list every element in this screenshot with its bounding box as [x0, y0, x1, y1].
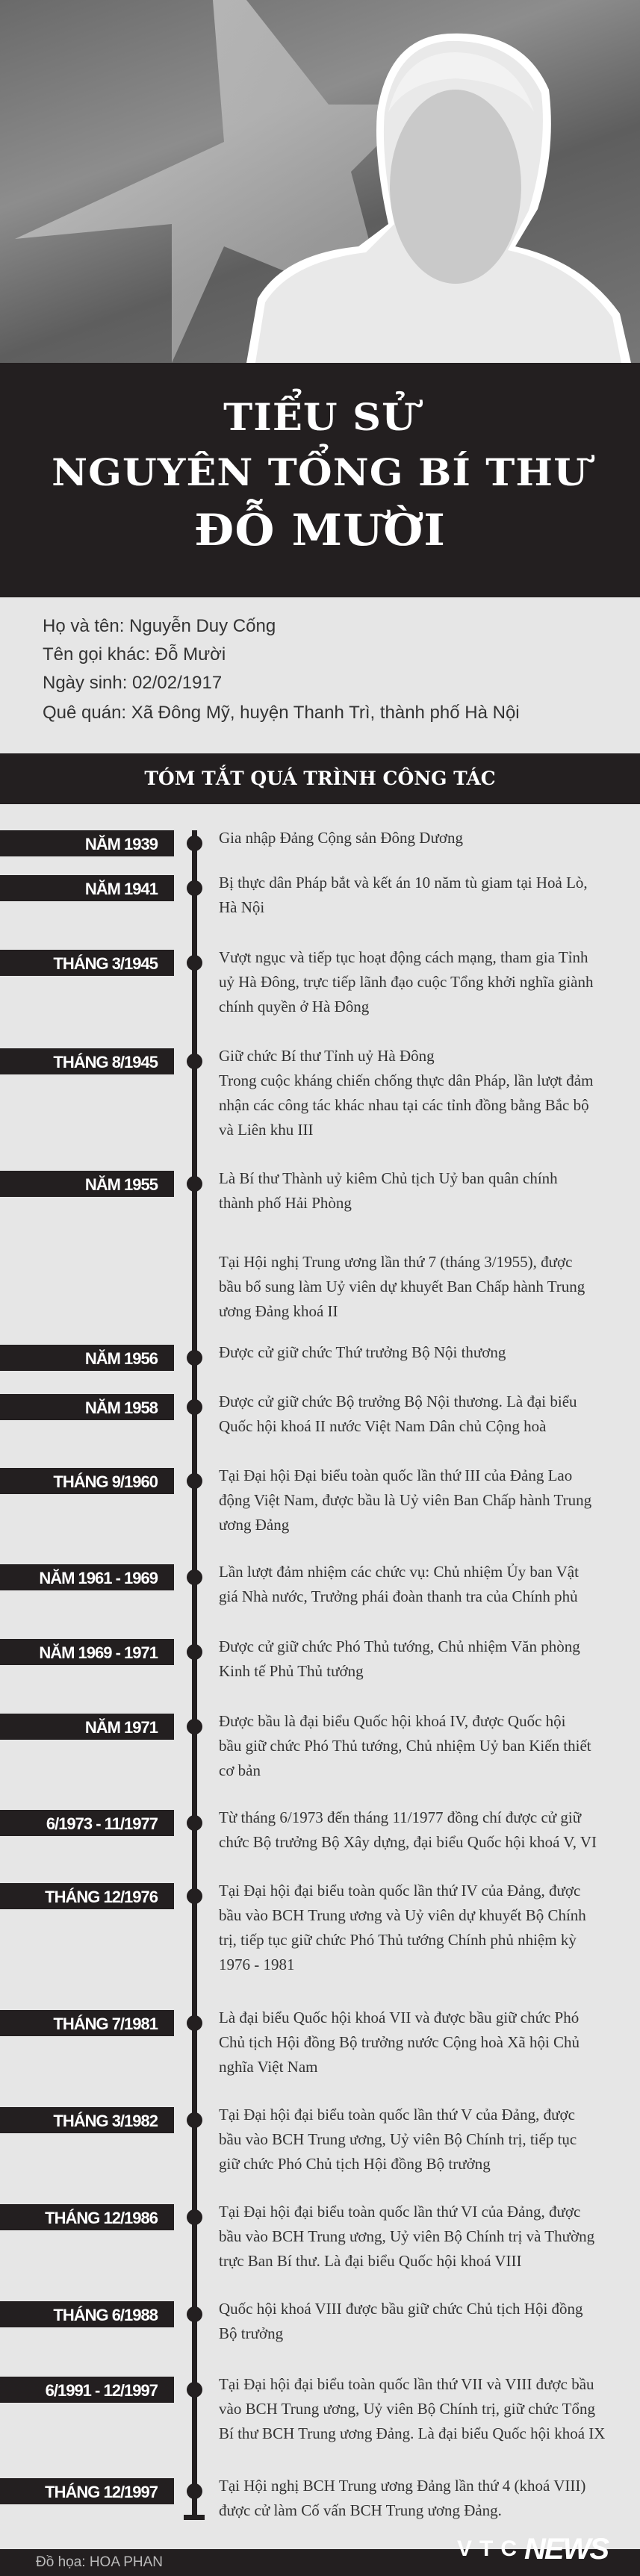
- hero-photo: [0, 0, 640, 363]
- description-line: Chủ tịch Hội đồng Bộ trưởng nước Cộng hoà Xã hội Chủ: [219, 2033, 580, 2051]
- timeline-date-label: NĂM 1971: [0, 1714, 174, 1740]
- timeline-date-label: THÁNG 12/1997: [0, 2478, 174, 2504]
- timeline-axis: [192, 830, 197, 2519]
- description-line: chức Bộ trưởng Bộ Xây dựng, đại biểu Quốc hội khoá V, VI: [219, 1833, 597, 1851]
- info-full-name: Họ và tên: Nguyễn Duy Cống: [43, 616, 276, 636]
- timeline-description: [219, 826, 637, 850]
- timeline-date-label: 6/1991 - 12/1997: [0, 2377, 174, 2403]
- description-line: và Liên khu III: [219, 1121, 314, 1139]
- timeline-description: [219, 2200, 637, 2274]
- description-line: bầu bổ sung làm Uỷ viên dự khuyết Ban Chấp hành Trung: [219, 1278, 585, 1295]
- portrait-illustration: [0, 0, 640, 363]
- timeline-date-label: THÁNG 12/1976: [0, 1883, 174, 1909]
- timeline-date-label: NĂM 1941: [0, 875, 174, 901]
- timeline-dot-icon: [187, 1719, 202, 1735]
- description-line: nghĩa Việt Nam: [219, 2058, 318, 2076]
- title-line-3: ĐỖ MƯỜI: [194, 505, 446, 556]
- timeline-dot-icon: [187, 1176, 202, 1192]
- description-line: thành phố Hải Phòng: [219, 1194, 352, 1212]
- timeline-date-label: NĂM 1955: [0, 1171, 174, 1197]
- timeline-dot-icon: [187, 1473, 202, 1489]
- description-line: Từ tháng 6/1973 đến tháng 11/1977 đồng chí được cử giữ: [219, 1808, 582, 1826]
- timeline-dot-icon: [187, 1815, 202, 1831]
- description-paragraph: [219, 1340, 637, 1365]
- graphics-credit: Đồ họa: HOA PHAN: [36, 2554, 164, 2570]
- description-paragraph: [219, 2006, 637, 2079]
- description-line: động Việt Nam, được bầu là Uỷ viên Ban Chấp hành Trung: [219, 1491, 592, 1509]
- description-line: Bộ trưởng: [219, 2324, 284, 2342]
- description-line: giữ chức Phó Chủ tịch Hội đồng Bộ trưởng: [219, 2155, 491, 2173]
- description-line: Tại Đại hội đại biểu toàn quốc lần thứ VII và VIII được bầu: [219, 2375, 594, 2393]
- description-line: uỷ Hà Đông, trực tiếp lãnh đạo cuộc Tổng khởi nghĩa giành: [219, 973, 594, 991]
- description-line: được cử làm Cố vấn BCH Trung ương Đảng.: [219, 2501, 502, 2519]
- timeline-dot-icon: [187, 1054, 202, 1069]
- description-paragraph: [219, 2200, 637, 2274]
- description-paragraph: [219, 1634, 637, 1684]
- timeline-dot-icon: [187, 880, 202, 896]
- description-paragraph: [219, 2103, 637, 2177]
- timeline-description: [219, 2297, 637, 2346]
- description-paragraph: [219, 1463, 637, 1537]
- timeline-description: [219, 1463, 637, 1537]
- description-line: Tại Hội nghị BCH Trung ương Đảng lần thứ 4 (khoá VIII): [219, 2477, 586, 2495]
- timeline-date-label: 6/1973 - 11/1977: [0, 1810, 174, 1836]
- timeline-date-label: NĂM 1961 - 1969: [0, 1564, 174, 1590]
- description-line: Tại Hội nghị Trung ương lần thứ 7 (tháng 3/1955), được: [219, 1253, 573, 1271]
- description-line: ương Đảng khoá II: [219, 1302, 338, 1320]
- timeline-description: [219, 945, 637, 1019]
- timeline-dot-icon: [187, 836, 202, 851]
- description-line: Tại Đại hội đại biểu toàn quốc lần thứ VI của Đảng, được: [219, 2203, 581, 2221]
- personal-info: [0, 597, 640, 753]
- description-line: Được cử giữ chức Phó Thủ tướng, Chủ nhiệm Văn phòng: [219, 1637, 580, 1655]
- description-line: chính quyền ở Hà Đông: [219, 998, 370, 1015]
- timeline-date-label: NĂM 1969 - 1971: [0, 1639, 174, 1665]
- description-line: bầu vào BCH Trung ương, Uỷ viên Bộ Chính trị, tiếp tục: [219, 2130, 577, 2148]
- timeline-description: [219, 1879, 637, 1977]
- timeline-description: [219, 1805, 637, 1855]
- timeline-dot-icon: [187, 2483, 202, 2499]
- description-paragraph: [219, 2372, 637, 2446]
- description-line: Hà Nội: [219, 898, 265, 916]
- description-line: bầu giữ chức Phó Thủ tướng, Chủ nhiệm Uỷ ban Kiến thiết: [219, 1737, 591, 1755]
- description-line: Kinh tế Phủ Thủ tướng: [219, 1662, 364, 1680]
- title-line-1: TIỂU SỬ: [223, 395, 417, 439]
- description-line: Quốc hội khoá II nước Việt Nam Dân chủ Cộng hoà: [219, 1417, 547, 1435]
- description-line: Quốc hội khoá VIII được bầu giữ chức Chủ tịch Hội đồng: [219, 2300, 583, 2318]
- timeline-dot-icon: [187, 1569, 202, 1585]
- timeline-dot-icon: [187, 2015, 202, 2031]
- description-line: Vượt ngục và tiếp tục hoạt động cách mạng, tham gia Tỉnh: [219, 948, 588, 966]
- description-line: Tại Đại hội Đại biểu toàn quốc lần thứ III của Đảng Lao: [219, 1466, 573, 1484]
- title-line-2: NGUYÊN TỔNG BÍ THƯ: [52, 450, 588, 494]
- description-line: Được cử giữ chức Thứ trưởng Bộ Nội thương: [219, 1343, 506, 1361]
- timeline-description: [219, 1634, 637, 1684]
- description-line: vào BCH Trung ương, Uỷ viên Bộ Chính trị, giữ chức Tổng: [219, 2400, 595, 2418]
- timeline-description: [219, 1709, 637, 1783]
- timeline-dot-icon: [187, 1888, 202, 1904]
- timeline-description: [219, 871, 637, 920]
- timeline-date-label: THÁNG 3/1945: [0, 950, 174, 976]
- description-line: Lần lượt đảm nhiệm các chức vụ: Chủ nhiệm Ủy ban Vật: [219, 1563, 579, 1581]
- description-line: cơ bản: [219, 1761, 261, 1779]
- description-paragraph: [219, 826, 637, 850]
- timeline-description: [219, 2474, 637, 2523]
- timeline-description: [219, 1166, 637, 1324]
- description-paragraph: [219, 1068, 637, 1142]
- timeline-date-label: THÁNG 8/1945: [0, 1048, 174, 1074]
- description-paragraph: [219, 871, 637, 920]
- description-line: Là đại biểu Quốc hội khoá VII và được bầu giữ chức Phó: [219, 2009, 580, 2026]
- description-paragraph: [219, 1044, 637, 1068]
- timeline-description: [219, 1390, 637, 1439]
- timeline-dot-icon: [187, 955, 202, 971]
- description-line: Giữ chức Bí thư Tỉnh uỷ Hà Đông: [219, 1047, 435, 1065]
- description-line: Được cử giữ chức Bộ trưởng Bộ Nội thương. Là đại biểu: [219, 1393, 577, 1410]
- timeline-description: [219, 1340, 637, 1365]
- timeline-description: [219, 1044, 637, 1142]
- logo-news-text: NEWS: [524, 2532, 608, 2566]
- timeline-description: [219, 2372, 637, 2446]
- description-line: Được bầu là đại biểu Quốc hội khoá IV, được Quốc hội: [219, 1712, 566, 1730]
- timeline-date-label: THÁNG 7/1981: [0, 2010, 174, 2036]
- description-line: bầu vào BCH Trung ương và Uỷ viên dự khuyết Bộ Chính: [219, 1906, 586, 1924]
- logo-vtc-text: VTC: [457, 2536, 524, 2561]
- timeline-date-label: NĂM 1956: [0, 1345, 174, 1371]
- description-line: trực Ban Bí thư. Là đại biểu Quốc hội khoá VIII: [219, 2252, 522, 2270]
- description-paragraph: [219, 1250, 637, 1324]
- timeline-date-label: THÁNG 3/1982: [0, 2107, 174, 2133]
- description-line: Tại Đại hội đại biểu toàn quốc lần thứ V của Đảng, được: [219, 2106, 575, 2124]
- description-line: Trong cuộc kháng chiến chống thực dân Pháp, lần lượt đảm: [219, 1071, 594, 1089]
- timeline-description: [219, 2006, 637, 2079]
- timeline-dot-icon: [187, 2382, 202, 2398]
- description-line: nhận các công tác khác nhau tại các tỉnh đồng bằng Bắc bộ: [219, 1096, 589, 1114]
- timeline-date-label: THÁNG 6/1988: [0, 2301, 174, 2327]
- title-block: [0, 363, 640, 597]
- info-alias: Tên gọi khác: Đỗ Mười: [43, 644, 226, 665]
- timeline-dot-icon: [187, 1644, 202, 1660]
- description-paragraph: [219, 1805, 637, 1855]
- timeline-date-label: NĂM 1958: [0, 1394, 174, 1420]
- timeline-dot-icon: [187, 2112, 202, 2128]
- description-paragraph: [219, 945, 637, 1019]
- timeline-end-cap: [184, 2515, 205, 2520]
- description-line: Là Bí thư Thành uỷ kiêm Chủ tịch Uỷ ban quân chính: [219, 1169, 558, 1187]
- description-line: Bị thực dân Pháp bắt và kết án 10 năm tù giam tại Hoả Lò,: [219, 874, 588, 892]
- description-line: Bí thư BCH Trung ương Đảng. Là đại biểu Quốc hội khoá IX: [219, 2424, 606, 2442]
- description-line: trị, tiếp tục giữ chức Phó Thủ tướng Chính phủ nhiệm kỳ: [219, 1931, 577, 1949]
- description-line: 1976 - 1981: [219, 1956, 295, 1973]
- description-line: Gia nhập Đảng Cộng sản Đông Dương: [219, 829, 463, 847]
- timeline-dot-icon: [187, 1350, 202, 1366]
- description-paragraph: [219, 1166, 637, 1216]
- section-title: TÓM TẮT QUÁ TRÌNH CÔNG TÁC: [0, 753, 640, 804]
- timeline-description: [219, 2103, 637, 2177]
- description-paragraph: [219, 1560, 637, 1609]
- timeline-dot-icon: [187, 2306, 202, 2322]
- timeline-description: [219, 1560, 637, 1609]
- description-paragraph: [219, 2297, 637, 2346]
- description-paragraph: [219, 1879, 637, 1977]
- timeline-date-label: THÁNG 12/1986: [0, 2204, 174, 2230]
- info-birth-date: Ngày sinh: 02/02/1917: [43, 673, 223, 693]
- timeline-date-label: THÁNG 9/1960: [0, 1468, 174, 1494]
- description-paragraph: [219, 2474, 637, 2523]
- description-line: ương Đảng: [219, 1516, 290, 1534]
- description-line: bầu vào BCH Trung ương, Uỷ viên Bộ Chính trị và Thường: [219, 2227, 595, 2245]
- timeline-dot-icon: [187, 2209, 202, 2225]
- timeline-date-label: NĂM 1939: [0, 830, 174, 856]
- description-paragraph: [219, 1709, 637, 1783]
- description-line: Tại Đại hội đại biểu toàn quốc lần thứ IV của Đảng, được: [219, 1882, 581, 1900]
- vtc-news-logo: [457, 2533, 608, 2566]
- timeline-dot-icon: [187, 1399, 202, 1415]
- description-paragraph: [219, 1390, 637, 1439]
- description-line: giá Nhà nước, Trưởng phái đoàn thanh tra của Chính phủ: [219, 1587, 578, 1605]
- info-hometown: Quê quán: Xã Đông Mỹ, huyện Thanh Trì, thành phố Hà Nội: [43, 703, 520, 723]
